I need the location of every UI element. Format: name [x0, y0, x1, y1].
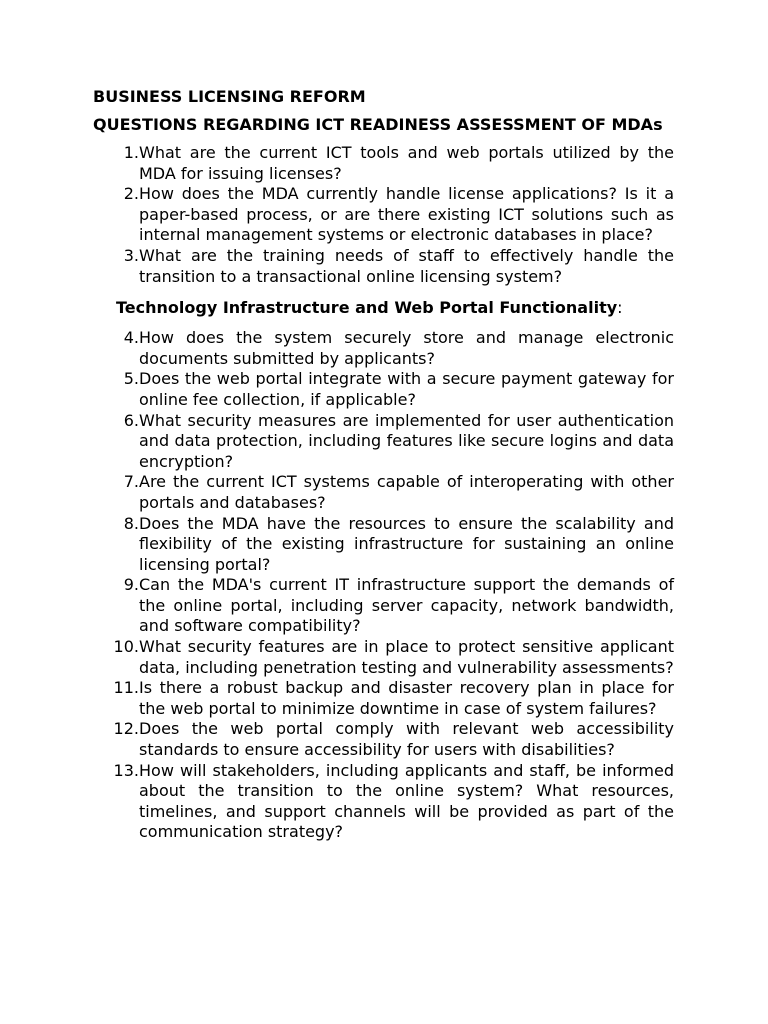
section-heading-colon: :	[617, 298, 623, 318]
question-item-13	[93, 761, 674, 843]
question-item-5	[93, 369, 674, 410]
question-number: 13.	[113, 760, 139, 780]
question-item-10	[93, 637, 674, 678]
question-number: 3.	[123, 245, 139, 265]
question-text: How will stakeholders, including applicants and staff, be informed about the transition to the online system? What resources, timelines, and support channels will be provided as part of the communication strategy?	[139, 760, 674, 842]
document-subtitle: QUESTIONS REGARDING ICT READINESS ASSESSMENT OF MDAs	[93, 115, 663, 134]
question-item-7	[93, 472, 674, 513]
question-text: What security features are in place to protect sensitive applicant data, including penetration testing and vulnerability assessments?	[139, 637, 674, 677]
question-number: 8.	[123, 513, 139, 533]
question-number: 7.	[123, 472, 139, 492]
question-text: Are the current ICT systems capable of interoperating with other portals and databases?	[139, 472, 674, 512]
question-text: How does the system securely store and manage electronic documents submitted by applicants?	[139, 328, 674, 368]
question-item-6	[93, 411, 674, 473]
question-text: Does the web portal comply with relevant web accessibility standards to ensure accessibility for users with disabilities?	[139, 719, 674, 760]
question-number: 5.	[123, 369, 139, 389]
question-number: 12.	[113, 719, 139, 739]
question-text: How does the MDA currently handle license applications? Is it a paper-based process, or are there existing ICT solutions such as internal management systems or electronic databases in place?	[139, 184, 674, 245]
question-list-part1	[93, 143, 674, 287]
question-number: 1.	[123, 143, 139, 162]
question-number: 9.	[123, 575, 139, 595]
question-list-part2	[93, 328, 674, 843]
question-number: 10.	[113, 637, 139, 657]
question-text: What are the training needs of staff to effectively handle the transition to a transactional online licensing system?	[139, 245, 674, 286]
section-heading	[116, 297, 674, 318]
question-text: What are the current ICT tools and web portals utilized by the MDA for issuing licenses?	[139, 143, 674, 183]
question-item-4	[93, 328, 674, 369]
question-item-9	[93, 575, 674, 637]
question-number: 4.	[123, 328, 139, 348]
section-heading-text: Technology Infrastructure and Web Portal Functionality	[116, 298, 618, 318]
question-item-11	[93, 678, 674, 719]
question-number: 6.	[123, 410, 139, 430]
question-item-12	[93, 719, 674, 760]
question-text: What security measures are implemented for user authentication and data protection, including features like secure logins and data encryption?	[139, 410, 674, 471]
question-text: Is there a robust backup and disaster recovery plan in place for the web portal to minimize downtime in case of system failures?	[139, 678, 674, 718]
question-item-3	[93, 246, 674, 287]
document-title: BUSINESS LICENSING REFORM	[93, 87, 366, 106]
question-item-2	[93, 184, 674, 246]
question-number: 2.	[123, 184, 139, 204]
question-text: Does the MDA have the resources to ensure the scalability and flexibility of the existing infrastructure for sustaining an online licensing portal?	[139, 513, 674, 574]
question-item-8	[93, 514, 674, 576]
question-text: Can the MDA's current IT infrastructure support the demands of the online portal, including server capacity, network bandwidth, and software compatibility?	[139, 575, 674, 636]
question-item-1	[93, 143, 674, 184]
question-text: Does the web portal integrate with a secure payment gateway for online fee collection, if applicable?	[139, 369, 674, 409]
question-number: 11.	[113, 678, 139, 698]
